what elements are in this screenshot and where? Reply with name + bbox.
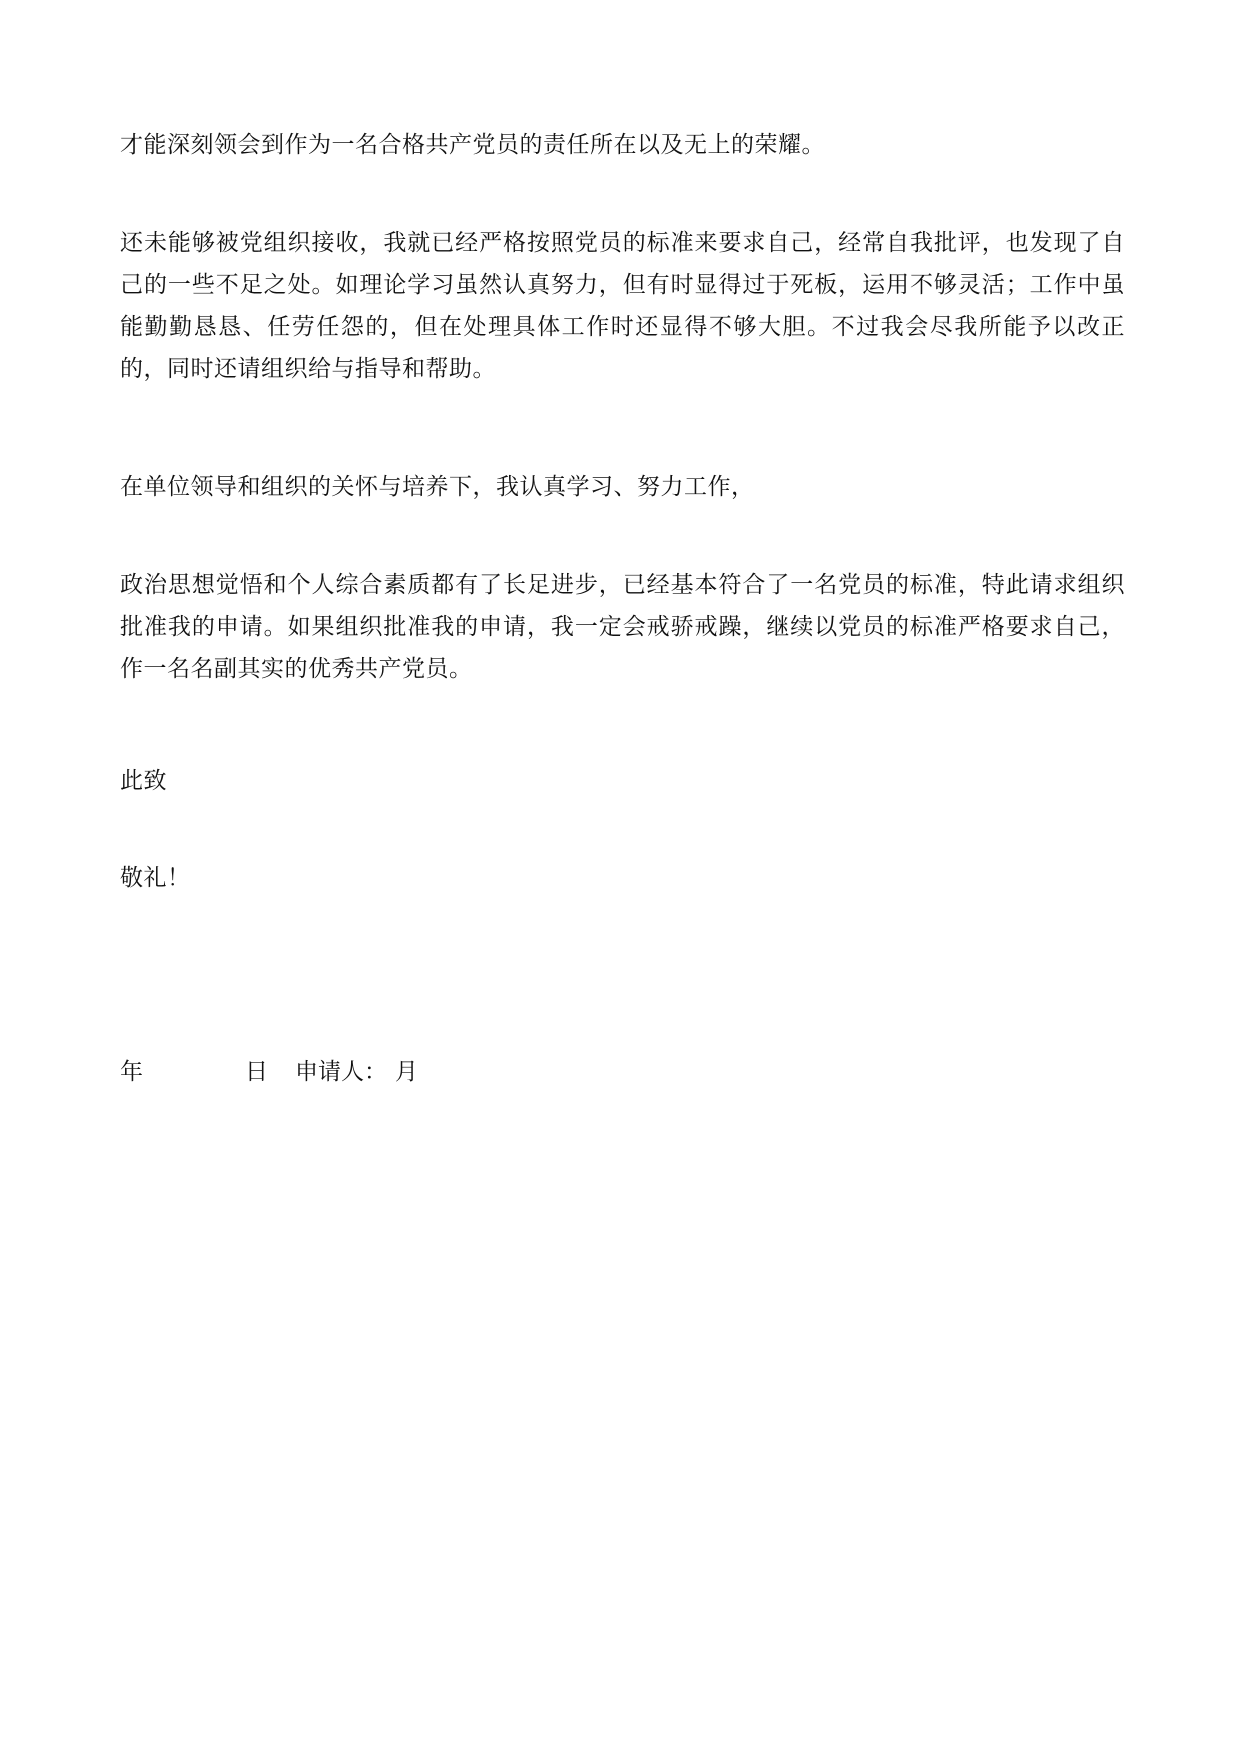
signature-day: 日 — [245, 1059, 268, 1085]
signature-year: 年 — [120, 1059, 143, 1085]
closing-regards: 敬礼！ — [120, 865, 191, 891]
signature-applicant-label: 申请人： — [295, 1059, 387, 1085]
paragraph-application-request: 政治思想觉悟和个人综合素质都有了长足进步，已经基本符合了一名党员的标准，特此请求组织批准我的申请。如果组织批准我的申请，我一定会戒骄戒躁，继续以党员的标准严格要求自己，作一名名副其实的优秀共产党员。 — [120, 572, 1125, 682]
paragraph-self-criticism: 还未能够被党组织接收，我就已经严格按照党员的标准来要求自己，经常自我批评，也发现了自己的一些不足之处。如理论学习虽然认真努力，但有时显得过于死板，运用不够灵活；工作中虽能勤勤恳恳、任劳任怨的，但在处理具体工作时还显得不够大胆。不过我会尽我所能予以改正的，同时还请组织给与指导和帮助。 — [120, 230, 1125, 382]
closing-salutation: 此致 — [120, 768, 167, 794]
paragraph-training: 在单位领导和组织的关怀与培养下，我认真学习、努力工作， — [120, 474, 755, 500]
signature-month: 月 — [395, 1059, 418, 1085]
paragraph-responsibility: 才能深刻领会到作为一名合格共产党员的责任所在以及无上的荣耀。 — [120, 132, 825, 158]
signature-line — [120, 1051, 720, 1093]
